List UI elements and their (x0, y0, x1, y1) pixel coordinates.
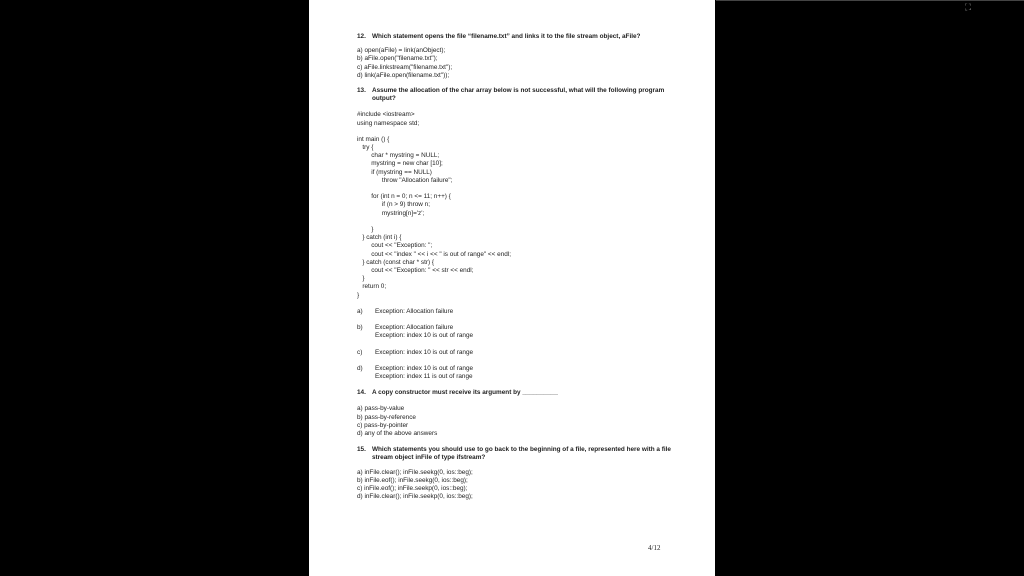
question-12-options (357, 47, 715, 80)
question-14 (357, 389, 715, 397)
question-15-options (357, 469, 715, 502)
question-15 (357, 446, 715, 462)
answer-b (357, 324, 715, 340)
option: d) link(aFile.open(filename.txt")); (357, 71, 450, 79)
question-14-options (357, 405, 715, 438)
option: d) inFile.clear(); inFile.seekp(0, ios::beg); (357, 493, 473, 501)
question-12 (357, 33, 715, 41)
viewer-top-border (716, 0, 1024, 1)
answer-label: c) (357, 348, 363, 356)
document-page (309, 0, 715, 576)
question-text: Which statement opens the file “filename.txt” and links it to the file stream object, aFile? (372, 33, 641, 40)
code-includes: #include <iostream> using namespace std; (357, 111, 420, 127)
option: c) pass-by-pointer (357, 421, 409, 429)
question-text: Assume the allocation of the char array below is not successful, what will the following program output? (372, 87, 665, 103)
question-number: 15. (357, 446, 366, 454)
answer-label: d) (357, 364, 363, 372)
answer-label: a) (357, 307, 363, 315)
question-13 (357, 87, 715, 103)
option: b) aFile.open("filename.txt"); (357, 55, 438, 63)
option: b) pass-by-reference (357, 413, 416, 421)
answer-text: Exception: index 10 is out of range (375, 348, 474, 356)
page-number: 4/12 (648, 544, 661, 552)
answer-text: Exception: Allocation failure (375, 307, 454, 315)
option: b) inFile.eof(); inFile.seekg(0, ios::beg); (357, 476, 468, 484)
question-text: Which statements you should use to go back to the beginning of a file, represented here with a file stream object inFile of type ifstream? (372, 446, 671, 462)
code-main: int main () { try { char * mystring = NULL; mystring = new char [10]; if (mystring == NULL) throw "Allocation failure"; for (int n = 0; n <= 11; n++) { if (n > 9) throw n; mystring[n]='z'; } } catch (int i) { cout << "Exception: "; cout << "index " << i << " is out of range" << endl; } catch (const char * str) { cout << "Exception: " << str << endl; } return 0; } (357, 135, 512, 299)
option: a) inFile.clear(); inFile.seekg(0, ios::beg); (357, 468, 473, 476)
answer-text: Exception: index 10 is out of range Exception: index 11 is out of range (375, 364, 474, 380)
question-number: 13. (357, 87, 366, 95)
answer-d (357, 365, 715, 381)
question-13-answers (357, 308, 715, 381)
answer-label: b) (357, 324, 363, 332)
question-number: 12. (357, 33, 366, 40)
fullscreen-icon[interactable]: ⛶ (964, 3, 972, 13)
option: d) any of the above answers (357, 429, 438, 437)
question-text: A copy constructor must receive its argument by __________ (372, 389, 558, 397)
answer-a (357, 308, 715, 316)
option: c) aFile.linkstream("filename.txt"); (357, 63, 453, 71)
question-number: 14. (357, 389, 366, 397)
option: a) pass-by-value (357, 405, 405, 413)
option: a) open(aFile) = link(anObject); (357, 47, 446, 55)
option: c) inFile.eof(); inFile.seekp(0, ios::beg); (357, 484, 468, 492)
answer-text: Exception: Allocation failure Exception: index 10 is out of range (375, 324, 474, 340)
answer-c (357, 349, 715, 357)
